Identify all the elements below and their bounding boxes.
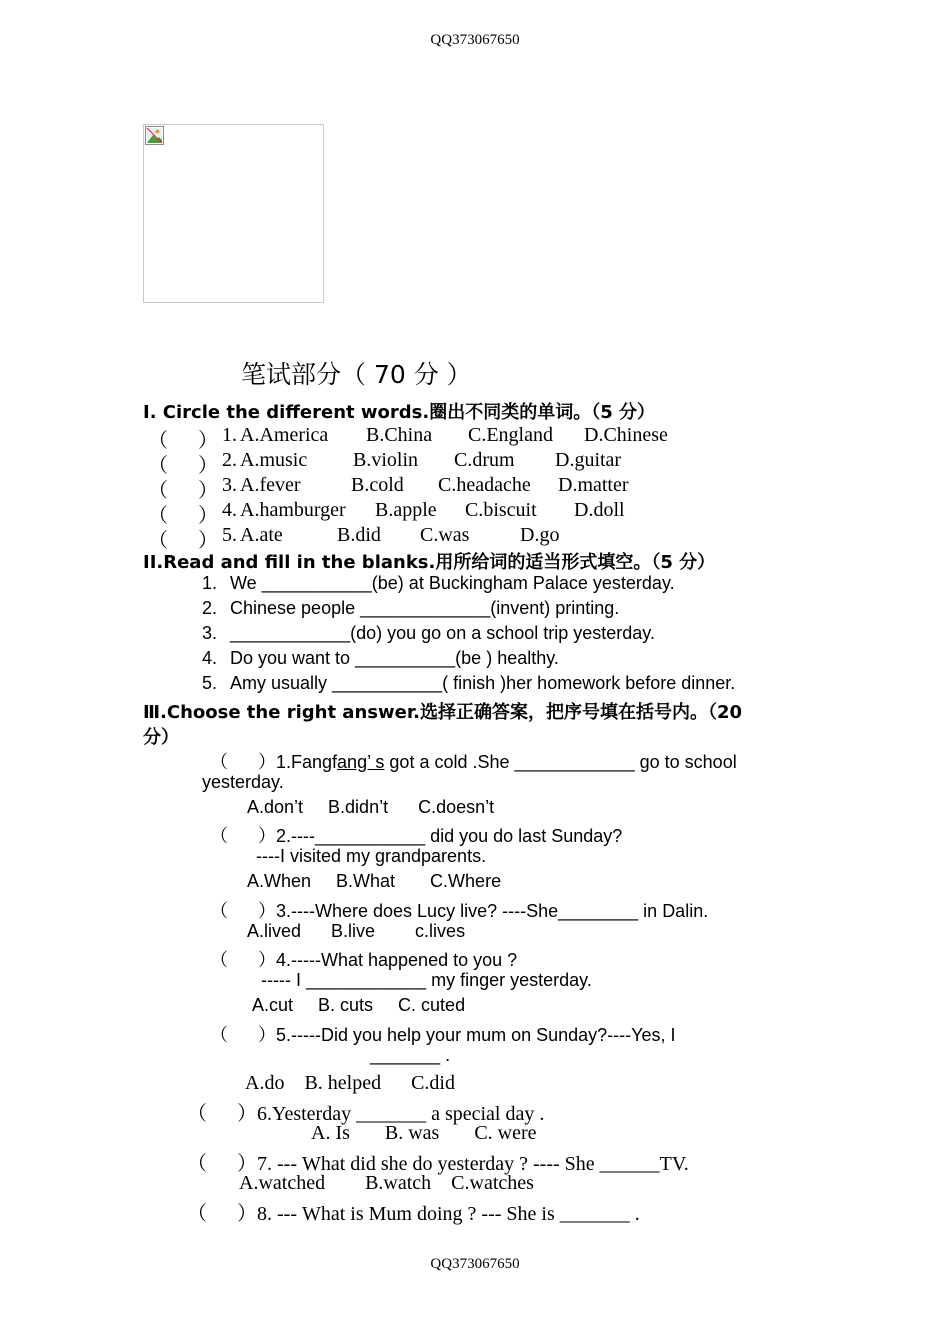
- s1-item-4-paren: （ ）: [148, 505, 218, 527]
- s1-item-1-b: B.China: [366, 424, 433, 446]
- s1-item-4-d: D.doll: [574, 499, 625, 521]
- s1-item-2-paren: （ ）: [148, 455, 218, 477]
- s1-item-4-b: B.apple: [375, 499, 437, 521]
- s1-item-4-num: 4.: [222, 499, 237, 521]
- s1-item-3-paren: （ ）: [148, 480, 218, 502]
- s2-item-2-num: 2.: [202, 598, 218, 618]
- s1-item-5-b: B.did: [337, 524, 381, 546]
- s2-item-4-text: Do you want to __________(be ) healthy.: [230, 648, 559, 668]
- s3-q4-line1: （ ）4.-----What happened to you ?: [210, 950, 518, 970]
- s1-item-1-c: C.England: [468, 424, 553, 446]
- s2-item-5-text: Amy usually ___________( finish )her homework before dinner.: [230, 673, 736, 693]
- s1-item-3-a: A.fever: [240, 474, 301, 496]
- s1-item-3-c: C.headache: [438, 474, 531, 496]
- s3-q7-line1: （ ）7. --- What did she do yesterday ? ---- She ______TV.: [187, 1153, 689, 1175]
- s3-q3-options: A.lived B.live c.lives: [247, 921, 466, 941]
- s3-q5-line2: _______ .: [370, 1045, 451, 1065]
- s3-q4-options: A.cut B. cuts C. cuted: [252, 995, 466, 1015]
- s3-q1-underlined: ang’ s: [337, 752, 385, 772]
- s1-item-4-a: A.hamburger: [240, 499, 346, 521]
- s2-item-3-text: ____________(do) you go on a school trip yesterday.: [230, 623, 655, 643]
- broken-image-icon: [145, 126, 164, 145]
- s3-q3-line1: （ ）3.----Where does Lucy live? ----She________ in Dalin.: [210, 901, 709, 921]
- s1-item-3-num: 3.: [222, 474, 237, 496]
- s3-q4-line2: ----- I ____________ my finger yesterday.: [261, 970, 592, 990]
- s3-q1-options: A.don’t B.didn’t C.doesn’t: [247, 797, 495, 817]
- section3-heading-line2: 分）: [143, 727, 179, 748]
- s3-q2-line1: （ ）2.----___________ did you do last Sunday?: [210, 826, 623, 846]
- section1-heading: I. Circle the different words.圈出不同类的单词。（5 分）: [143, 402, 655, 423]
- s3-q1-cont: yesterday.: [202, 772, 284, 792]
- s2-item-2-text: Chinese people _____________(invent) printing.: [230, 598, 620, 618]
- s1-item-5-paren: （ ）: [148, 530, 218, 552]
- s1-item-1-num: 1.: [222, 424, 237, 446]
- s3-q1-suffix: got a cold .She ____________ go to school: [384, 752, 737, 772]
- s3-q1-prefix: （ ）1.Fangf: [210, 752, 338, 772]
- s1-item-1-a: A.America: [240, 424, 329, 446]
- s1-item-5-a: A.ate: [240, 524, 283, 546]
- s1-item-5-d: D.go: [520, 524, 560, 546]
- s2-item-4-num: 4.: [202, 648, 218, 668]
- s1-item-5-num: 5.: [222, 524, 237, 546]
- s3-q8-line1: （ ）8. --- What is Mum doing ? --- She is _______ .: [187, 1203, 640, 1225]
- section2-heading: II.Read and fill in the blanks.用所给词的适当形式填空。（5 分）: [143, 552, 716, 573]
- section3-heading-line1: Ⅲ.Choose the right answer.选择正确答案，把序号填在括号内。（20: [143, 702, 743, 723]
- s1-item-1-d: D.Chinese: [584, 424, 668, 446]
- page-header: QQ373067650: [430, 32, 520, 48]
- s1-item-2-num: 2.: [222, 449, 237, 471]
- s3-q5-line1: （ ）5.-----Did you help your mum on Sunday?----Yes, I: [210, 1025, 676, 1045]
- s1-item-2-c: C.drum: [454, 449, 515, 471]
- s1-item-2-b: B.violin: [353, 449, 419, 471]
- s1-item-2-a: A.music: [240, 449, 308, 471]
- page-title: 笔试部分（ 70 分 ）: [241, 360, 472, 389]
- s2-item-1-num: 1.: [202, 573, 218, 593]
- s1-item-1-paren: （ ）: [148, 430, 218, 452]
- s1-item-2-d: D.guitar: [555, 449, 622, 471]
- s3-q6-options: A. Is B. was C. were: [311, 1122, 537, 1144]
- s1-item-3-b: B.cold: [351, 474, 404, 496]
- s2-item-5-num: 5.: [202, 673, 218, 693]
- s1-item-3-d: D.matter: [558, 474, 629, 496]
- s3-q7-options: A.watched B.watch C.watches: [239, 1172, 534, 1194]
- s1-item-5-c: C.was: [420, 524, 470, 546]
- s3-q6-line1: （ ）6.Yesterday _______ a special day .: [187, 1103, 545, 1125]
- s3-q2-line2: ----I visited my grandparents.: [256, 846, 487, 866]
- image-placeholder: [143, 124, 324, 303]
- s3-q5-options: A.do B. helped C.did: [245, 1072, 455, 1094]
- s1-item-4-c: C.biscuit: [465, 499, 537, 521]
- s2-item-3-num: 3.: [202, 623, 218, 643]
- page-footer: QQ373067650: [430, 1256, 520, 1272]
- s2-item-1-text: We ___________(be) at Buckingham Palace yesterday.: [230, 573, 675, 593]
- s3-q1-line1: [210, 748, 737, 774]
- s3-q2-options: A.When B.What C.Where: [247, 871, 502, 891]
